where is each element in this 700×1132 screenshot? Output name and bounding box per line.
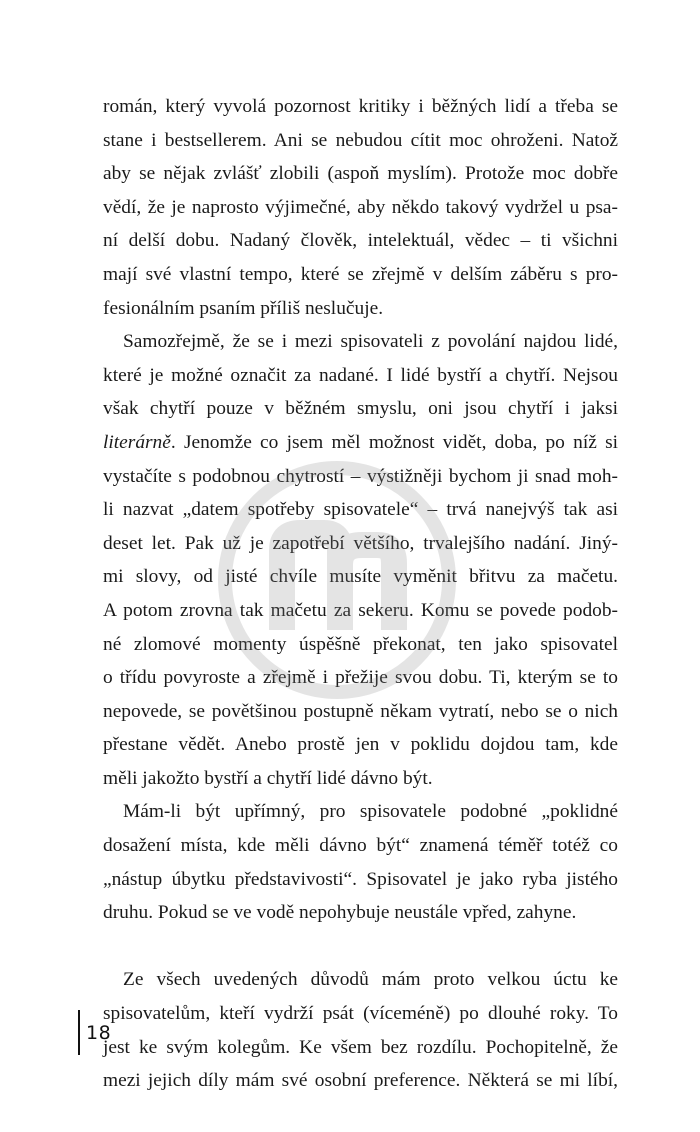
text-line: „nástup úbytku představivosti“. Spisovatel je jako ryba jistého: [103, 868, 618, 890]
paragraph-4: [103, 963, 618, 1097]
italic-word: literárně: [103, 431, 171, 453]
text-line: Ze všech uvedených důvodů mám proto velkou úctu ke: [123, 969, 618, 991]
page-body: [103, 90, 618, 1098]
text-line: mají své vlastní tempo, které se zřejmě v delším záběru s pro-: [103, 263, 618, 285]
text-line: stane i bestsellerem. Ani se nebudou cítit moc ohroženi. Natož: [103, 129, 618, 151]
text-line: né zlomové momenty úspěšně překonat, ten jako spisovatel: [103, 633, 618, 655]
text-line: aby se nějak zvlášť zlobili (aspoň myslím). Protože moc dobře: [103, 163, 618, 185]
text-line: vystačíte s podobnou chytrostí – výstižněji bychom ji snad moh-: [103, 465, 618, 487]
text-line: přestane vědět. Anebo prostě jen v poklidu dojdou tam, kde: [103, 734, 618, 756]
page-number: 18: [86, 1022, 112, 1044]
text-line: román, který vyvolá pozornost kritiky i běžných lidí a třeba se: [103, 96, 618, 117]
text-line: druhu. Pokud se ve vodě nepohybuje neustále vpřed, zahyne.: [103, 902, 577, 924]
text-line: li nazvat „datem spotřeby spisovatele“ – trvá nanejvýš tak asi: [103, 499, 618, 521]
text-line: nepovede, se povětšinou postupně někam vytratí, nebo se o nich: [103, 700, 618, 722]
text-line: které je možné označit za nadané. I lidé bystří a chytří. Nejsou: [103, 364, 618, 386]
text-line: mezi jejich díly mám své osobní preference. Některá se mi líbí,: [103, 1070, 618, 1092]
text-line: dosažení místa, kde měli dávno být“ znamená téměř totéž co: [103, 835, 618, 857]
text-line: Samozřejmě, že se i mezi spisovateli z povolání najdou lidé,: [123, 331, 618, 353]
text-line: jest ke svým kolegům. Ke všem bez rozdílu. Pochopitelně, že: [103, 1036, 618, 1058]
text-line: mi slovy, od jisté chvíle musíte vyměnit břitvu za mačetu.: [103, 566, 618, 588]
text-line: ní delší dobu. Nadaný člověk, intelektuál, vědec – ti všichni: [103, 230, 618, 252]
text-line: o třídu povyroste a zřejmě i přežije svou dobu. Ti, kterým se to: [103, 667, 618, 689]
paragraph-2: [103, 325, 618, 795]
text-line: deset let. Pak už je zapotřebí většího, trvalejšího nadání. Jiný-: [103, 532, 618, 554]
text-line: A potom zrovna tak mačetu za sekeru. Komu se povede podob-: [103, 599, 618, 621]
page-number-rule: [78, 1010, 80, 1055]
text-line: však chytří pouze v běžném smyslu, oni jsou chytří i jaksi: [103, 398, 618, 420]
text-line: Mám-li být upřímný, pro spisovatele podobné „poklidné: [123, 801, 618, 823]
text-line: fesionálním psaním příliš neslučuje.: [103, 297, 384, 319]
text-line: spisovatelům, kteří vydrží psát (víceméně) po dlouhé roky. To: [103, 1003, 618, 1025]
text-line: vědí, že je naprosto výjimečné, aby někdo takový vydržel u psa-: [103, 196, 618, 218]
text-line-italic-start: literárně. Jenomže co jsem měl možnost vidět, doba, po níž si: [103, 431, 618, 453]
paragraph-3: [103, 795, 618, 929]
text-line: měli jakožto bystří a chytří lidé dávno být.: [103, 767, 433, 789]
paragraph-1: [103, 90, 618, 325]
